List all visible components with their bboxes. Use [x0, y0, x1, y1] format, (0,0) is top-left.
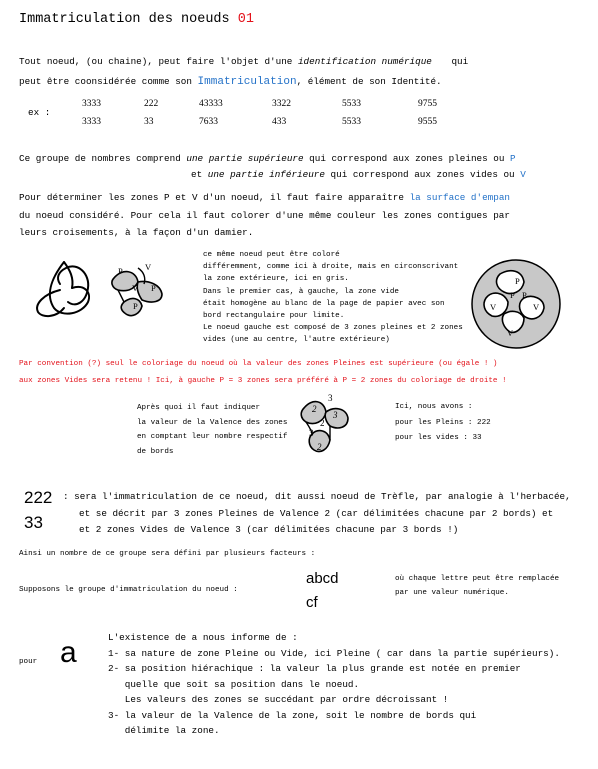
example-top: 222: [144, 99, 159, 109]
v-letter: V: [520, 169, 526, 180]
note-line: Après quoi il faut indiquer: [137, 404, 261, 412]
letter-a-line: 2- sa position hiérachique : la valeur la plus grande est notée en premier: [108, 663, 521, 674]
determine-line-1: [19, 192, 510, 204]
group-text: et: [191, 169, 203, 180]
valence-label: 2: [320, 418, 325, 428]
note-line: vides (une au centre, l'autre extérieure): [203, 336, 390, 345]
pour-label: pour: [19, 658, 38, 666]
note-line: Le noeud gauche est composé de 3 zones pleines et 2 zones: [203, 324, 463, 333]
trefoil-knot-outline: [30, 258, 98, 320]
convention-line: aux zones Vides sera retenu ! Ici, à gauche P = 3 zones sera préféré à P = 2 zones du coloriage de droite !: [19, 377, 507, 385]
valence-label: 2: [312, 404, 317, 414]
group-text: qui correspond aux zones pleines ou: [309, 153, 505, 164]
zone-label: V: [132, 283, 139, 293]
group-line-2: [191, 169, 526, 181]
suppose-top: abcd: [306, 570, 339, 587]
zone-label: V: [533, 302, 540, 312]
example-bottom: 5533: [342, 117, 361, 127]
intro-emphasis: identification numérique: [297, 56, 432, 67]
intro-text: qui: [451, 56, 469, 67]
intro-text: peut être coonsidérée comme son: [19, 76, 192, 87]
factors-line: Ainsi un nombre de ce groupe sera défini par plusieurs facteurs :: [19, 550, 316, 558]
trefoil-number-bottom: 33: [24, 513, 43, 532]
trefoil-line: : sera l'immatriculation de ce noeud, dit aussi noeud de Trèfle, par analogie à l'herbacée,: [63, 491, 571, 502]
note-line: était homogène au blanc de la page de papier avec son: [203, 299, 445, 308]
note-line: la valeur de la Valence des zones: [137, 418, 288, 427]
valence-note-left: [137, 401, 287, 459]
example-top: 3322: [272, 99, 291, 109]
letter-a-line: 3- la valeur de la Valence de la zone, soit le nombre de bords qui: [108, 709, 477, 721]
valence-label: 3: [309, 428, 314, 438]
valence-label: 3: [333, 410, 338, 420]
note-line: bord rectangulaire pour limite.: [203, 312, 345, 321]
valence-label: 3: [328, 393, 333, 403]
suppose-bottom: cf: [306, 594, 318, 611]
example-top: 9755: [418, 99, 437, 109]
letter-a: a: [60, 636, 77, 669]
zone-label: P: [133, 301, 138, 311]
intro-text: , élément de son Identité.: [296, 76, 442, 87]
valence-label: 2: [317, 442, 322, 452]
note-line: Dans le premier cas, à gauche, la zone vide: [203, 287, 399, 296]
example-bottom: 433: [272, 117, 287, 127]
valence-note-right: [395, 400, 491, 447]
letter-a-line: quelle que soit sa position dans le noeud.: [108, 678, 360, 690]
note-line: différemment, comme ici à droite, mais en circonscrivant: [203, 263, 459, 272]
example-bottom: 9555: [418, 117, 437, 127]
letter-a-line: 1- sa nature de zone Pleine ou Vide, ici Pleine ( car dans la partie supérieurs).: [108, 647, 560, 659]
zone-label: P: [510, 290, 515, 300]
note-line: en comptant leur nombre respectif: [137, 433, 288, 441]
group-emphasis: une partie supérieure: [186, 153, 304, 164]
note-line: pour les Pleins : 222: [395, 418, 491, 427]
convention-line: Par convention (?) seul le coloriage du noeud où la valeur des zones Pleines est supérieure (ou égale ! ): [19, 360, 498, 368]
example-top: 43333: [199, 99, 223, 109]
note-line: ce même noeud peut être coloré: [203, 251, 340, 259]
example-top: 3333: [82, 99, 101, 109]
intro-text: Tout noeud, (ou chaine), peut faire l'objet d'une: [19, 56, 293, 67]
letter-a-line: Les valeurs des zones se succédant par ordre décroissant !: [108, 694, 449, 705]
group-text: qui correspond aux zones vides ou: [330, 169, 515, 180]
example-bottom: 33: [144, 117, 154, 127]
letter-a-line: délimite la zone.: [108, 725, 220, 736]
note-line: par une valeur numérique.: [395, 589, 509, 597]
surface-empan-term: la surface d'empan: [409, 192, 510, 203]
intro-line-2: [19, 76, 442, 88]
title-number: 01: [237, 12, 254, 27]
note-line: où chaque lettre peut être remplacée: [395, 575, 560, 583]
trefoil-circle-diagram: [470, 258, 562, 350]
note-line: pour les vides : 33: [395, 434, 482, 442]
example-top: 5533: [342, 99, 361, 109]
determine-line-2: du noeud considéré. Pour cela il faut colorer d'une même couleur les zones contigues par: [19, 210, 510, 221]
trefoil-description: [63, 489, 571, 539]
determine-text: Pour déterminer les zones P et V d'un noeud, il faut faire apparaître: [19, 192, 404, 203]
zone-label: V: [490, 302, 497, 312]
group-emphasis: une partie inférieure: [207, 169, 325, 180]
zone-label: V: [507, 328, 514, 338]
zone-label: V: [145, 262, 152, 272]
suppose-note: [395, 572, 559, 600]
determine-line-3: leurs croisements, à la façon d'un damier.: [19, 227, 254, 238]
example-bottom: 3333: [82, 117, 101, 127]
note-line: Ici, nous avons :: [395, 403, 473, 411]
immatriculation-term: Immatriculation: [197, 76, 297, 88]
note-line: de bords: [137, 447, 174, 456]
page-title: [19, 12, 254, 27]
zone-label: P: [515, 276, 520, 286]
letter-a-line: L'existence de a nous informe de :: [108, 632, 298, 643]
letter-a-description: [108, 630, 560, 739]
example-bottom: 7633: [199, 117, 218, 127]
trefoil-valence-diagram: [298, 394, 354, 458]
trefoil-number-top: 222: [24, 488, 53, 507]
convention-note: [19, 356, 507, 390]
trefoil-line: et 2 zones Vides de Valence 3 (car délimitées chacune par 3 bords !): [79, 524, 459, 535]
zone-label: P: [151, 283, 156, 293]
suppose-label: Supposons le groupe d'immatriculation du noeud :: [19, 586, 238, 594]
p-letter: P: [510, 153, 516, 164]
zone-label: P: [118, 266, 123, 276]
zone-label: P: [522, 290, 527, 300]
group-line-1: [19, 153, 516, 165]
group-text: Ce groupe de nombres comprend: [19, 153, 181, 164]
title-text: Immatriculation des noeuds: [19, 12, 230, 27]
trefoil-line: et se décrit par 3 zones Pleines de Valence 2 (car délimitées chacune par 2 bords) et: [79, 507, 554, 519]
note-line: la zone extérieure, ici en gris.: [203, 275, 349, 284]
intro-line-1: [19, 56, 468, 68]
diagram-note: [203, 249, 463, 347]
examples-label: ex :: [28, 107, 51, 118]
